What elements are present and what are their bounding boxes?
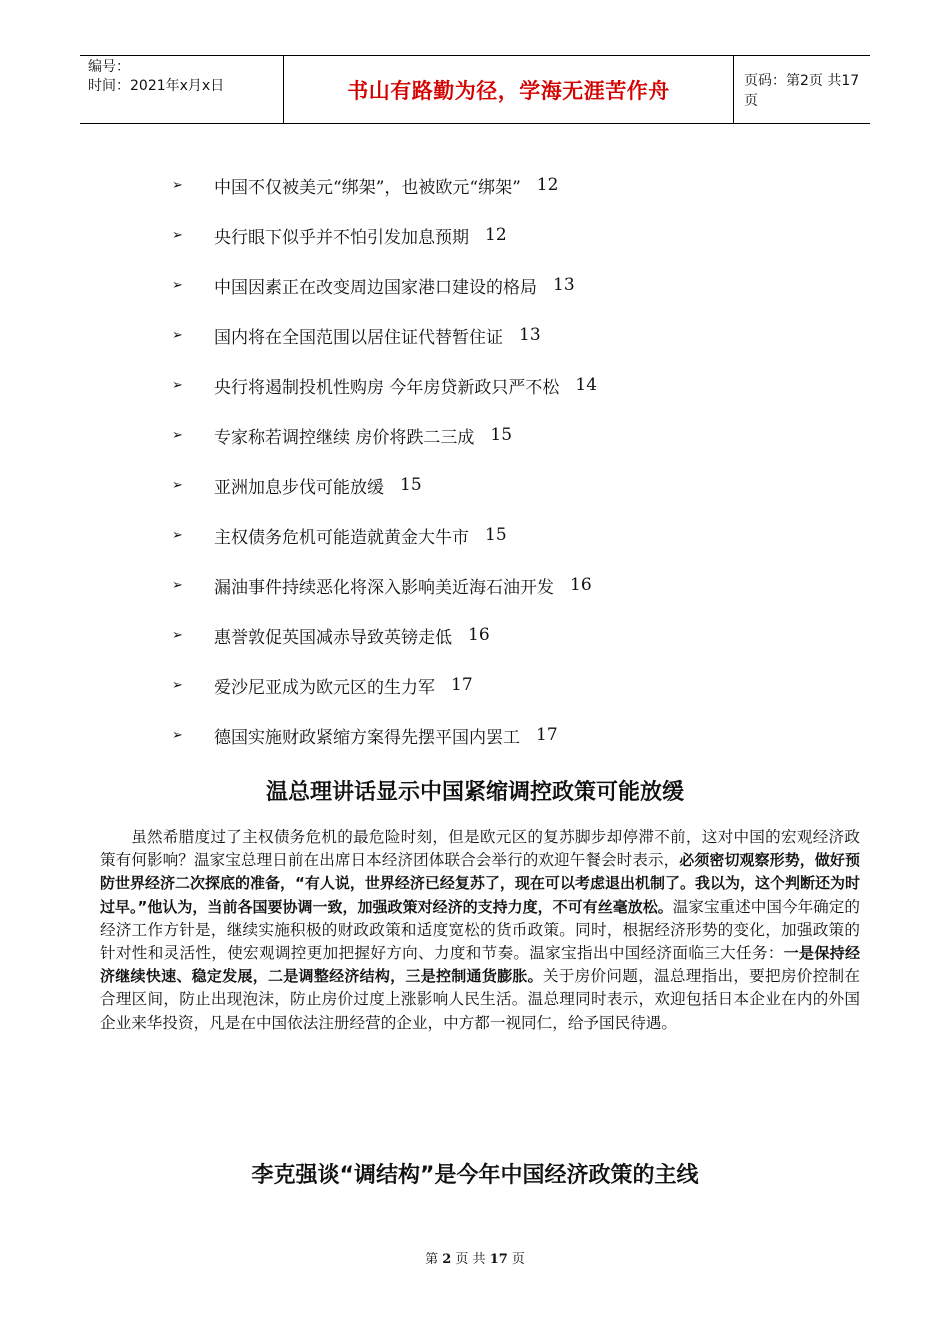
toc-item[interactable] <box>172 510 732 560</box>
toc-item-page: 15 <box>490 425 513 445</box>
arrow-bullet-icon: ➢ <box>172 427 183 443</box>
arrow-bullet-icon: ➢ <box>172 627 183 643</box>
toc-item-title: 央行眼下似乎并不怕引发加息预期 <box>214 227 469 248</box>
header-date-label: 时间：2021年x月x日 <box>88 78 225 94</box>
footer-total-pages: 17 <box>489 1252 508 1267</box>
toc-item[interactable] <box>172 410 732 460</box>
toc-item[interactable] <box>172 610 732 660</box>
table-of-contents <box>172 160 732 760</box>
toc-item[interactable] <box>172 360 732 410</box>
toc-item-page: 12 <box>485 225 507 245</box>
toc-item-title: 专家称若调控继续 房价将跌二三成 <box>214 427 475 448</box>
arrow-bullet-icon: ➢ <box>172 277 183 293</box>
toc-item-page: 17 <box>536 725 558 745</box>
toc-item-page: 15 <box>400 475 422 495</box>
header-motto: 书山有路勤为径，学海无涯苦作舟 <box>283 56 734 123</box>
footer-suffix: 页 <box>511 1252 525 1267</box>
toc-item-title: 爱沙尼亚成为欧元区的生力军 <box>214 677 435 698</box>
toc-item-title: 德国实施财政紧缩方案得先摆平国内罢工 <box>214 727 520 748</box>
toc-item-page: 15 <box>485 525 507 545</box>
arrow-bullet-icon: ➢ <box>172 477 183 493</box>
toc-item[interactable] <box>172 210 732 260</box>
footer-middle: 页 共 <box>455 1252 486 1267</box>
toc-item[interactable] <box>172 160 732 210</box>
arrow-bullet-icon: ➢ <box>172 527 183 543</box>
toc-item-title: 漏油事件持续恶化将深入影响美近海石油开发 <box>214 577 554 598</box>
footer-page-number: 2 <box>442 1252 452 1267</box>
toc-item-title: 惠誉敦促英国减赤导致英镑走低 <box>214 627 452 648</box>
article-text: 关于房价问题，温总理指出，要把房价控制在合理区间，防止出现泡沫，防止房价过度上涨影响人民生活。温总理同时表示，欢迎包括日本企业在内的外国企业来华投资，凡是在中国依法注册经营的企业，中方都一视同仁，给予国民待遇。 <box>100 967 860 1032</box>
article-text: 虽然希腊度过了主权债务危机的最危险时刻，但是欧元区的复苏脚步却停滞不前，这对中国的宏观经济政策有何影响？温家宝总理日前在出席日本经济团体联合会举行的欢迎午餐会时表示， <box>100 828 860 870</box>
header-number-label: 编号： <box>88 59 130 75</box>
header-page-info: 页码：第2页 共17页 <box>744 72 860 109</box>
arrow-bullet-icon: ➢ <box>172 727 183 743</box>
article-text: 温家宝重述中国今年确定的经济工作方针是，继续实施积极的财政政策和适度宽松的货币政策。同时，根据经济形势的变化，加强政策的针对性和灵活性，使宏观调控更加把握好方向、力度和节奏。温家宝指出中国经济面临三大任务： <box>100 897 860 963</box>
toc-item[interactable] <box>172 710 732 760</box>
toc-item-page: 14 <box>575 375 598 395</box>
toc-item[interactable] <box>172 560 732 610</box>
article-emphasis: 必须密切观察形势，做好预防世界经济二次探底的准备，“有人说，世界经济已经复苏了，现在可以考虑退出机制了。我以为，这个判断还为时过早。”他认为，当前各国要协调一致，加强政策对经济的支持力度，不可有丝毫放松。 <box>100 851 860 916</box>
toc-item[interactable] <box>172 460 732 510</box>
toc-item-title: 国内将在全国范围以居住证代替暂住证 <box>214 327 503 348</box>
arrow-bullet-icon: ➢ <box>172 327 183 343</box>
arrow-bullet-icon: ➢ <box>172 377 183 393</box>
toc-item-page: 16 <box>570 575 592 595</box>
footer-prefix: 第 <box>425 1252 439 1267</box>
arrow-bullet-icon: ➢ <box>172 177 183 193</box>
toc-item-page: 17 <box>451 675 473 695</box>
page-header <box>80 55 870 124</box>
toc-item[interactable] <box>172 260 732 310</box>
toc-item-page: 13 <box>553 275 575 295</box>
toc-item-page: 13 <box>519 325 541 345</box>
toc-item-page: 16 <box>468 625 490 645</box>
toc-item-title: 亚洲加息步伐可能放缓 <box>214 477 384 498</box>
arrow-bullet-icon: ➢ <box>172 227 183 243</box>
toc-item[interactable] <box>172 310 732 360</box>
article-body <box>100 826 860 1035</box>
article-title: 温总理讲话显示中国紧缩调控政策可能放缓 <box>265 780 684 805</box>
toc-item-title: 主权债务危机可能造就黄金大牛市 <box>214 527 469 548</box>
toc-item-title: 中国因素正在改变周边国家港口建设的格局 <box>214 277 537 298</box>
toc-item-title: 央行将遏制投机性购房 今年房贷新政只严不松 <box>214 377 560 398</box>
arrow-bullet-icon: ➢ <box>172 577 183 593</box>
header-meta <box>80 56 283 123</box>
page-footer <box>0 1248 950 1267</box>
toc-item[interactable] <box>172 660 732 710</box>
article-emphasis: 一是保持经济继续快速、稳定发展，二是调整经济结构，三是控制通货膨胀。 <box>100 944 860 986</box>
arrow-bullet-icon: ➢ <box>172 677 183 693</box>
toc-item-title: 中国不仅被美元“绑架”，也被欧元“绑架” <box>214 177 521 198</box>
toc-item-page: 12 <box>536 175 559 195</box>
article-title: 李克强谈“调结构”是今年中国经济政策的主线 <box>251 1163 699 1188</box>
